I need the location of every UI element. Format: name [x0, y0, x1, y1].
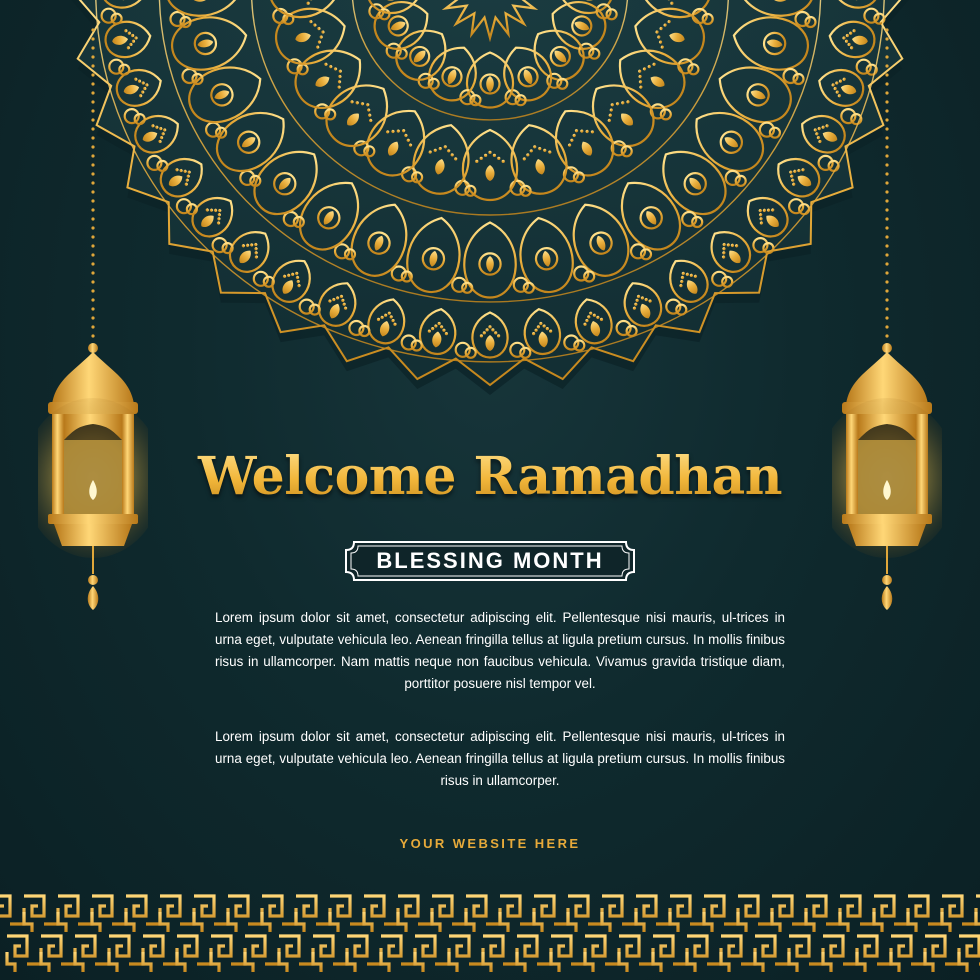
subtitle-badge-wrap: [0, 540, 980, 582]
poster-title: Welcome Ramadhan: [0, 446, 980, 507]
body-paragraph-2: Lorem ipsum dolor sit amet, consectetur adipiscing elit. Pellentesque nisi mauris, ul-trices in urna eget, vulputate vehicula leo. Aenean fringilla tellus at ligula pretium cursus. In mollis finibus risus in ullamcorper.: [215, 729, 785, 788]
website-link[interactable]: YOUR WEBSITE HERE: [399, 836, 581, 851]
bottom-pattern-border: [0, 888, 980, 980]
body-paragraph-1: Lorem ipsum dolor sit amet, consectetur adipiscing elit. Pellentesque nisi mauris, ul-trices in urna eget, vulputate vehicula leo. Aenean fringilla tellus at ligula pretium cursus. In mollis finibus risus in ullamcorper. Nam mattis neque non faucibus vehicula. Vivamus gravida tristique diam, porttitor posuere nisl tempor vel.: [215, 610, 785, 691]
subtitle-text: BLESSING MONTH: [376, 548, 604, 573]
subtitle-badge: [344, 540, 636, 582]
